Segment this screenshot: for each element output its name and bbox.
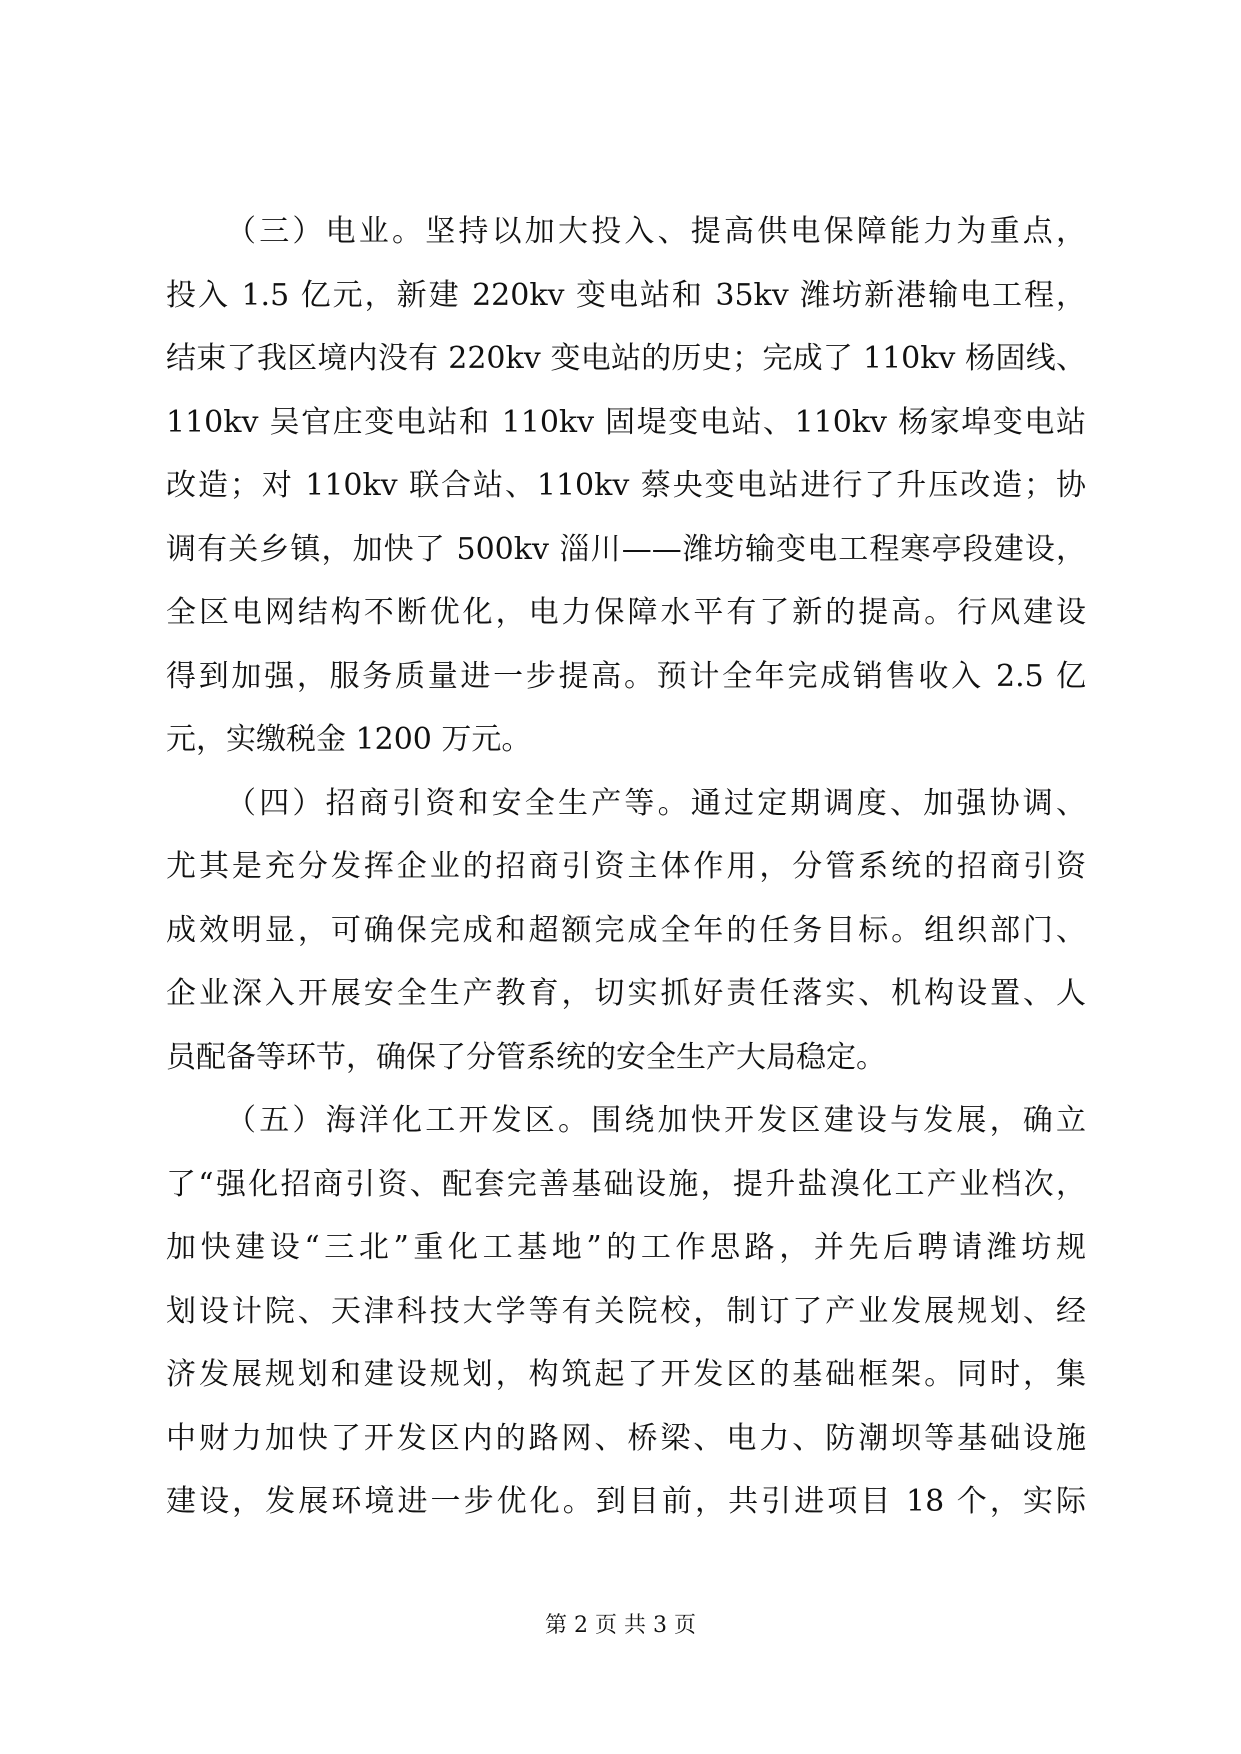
paragraph-line: （三）电业。坚持以加大投入、提高供电保障能力为重点， (226, 214, 1086, 249)
paragraph-line: 加快建设“三北”重化工基地”的工作思路，并先后聘请潍坊规 (166, 1230, 1086, 1265)
page-number-footer: 第 2 页 共 3 页 (545, 1613, 696, 1638)
paragraph-line: 划设计院、天津科技大学等有关院校，制订了产业发展规划、经 (166, 1293, 1086, 1329)
paragraph-line: 尤其是充分发挥企业的招商引资主体作用，分管系统的招商引资 (166, 849, 1086, 884)
paragraph-line: 调有关乡镇，加快了 500kv 淄川——潍坊输变电工程寒亭段建设， (166, 531, 1086, 567)
paragraph-line: 投入 1.5 亿元，新建 220kv 变电站和 35kv 潍坊新港输电工程， (166, 277, 1086, 313)
paragraph-line: 110kv 吴官庄变电站和 110kv 固堤变电站、110kv 杨家埠变电站 (166, 404, 1086, 440)
paragraph-line: 改造；对 110kv 联合站、110kv 蔡央变电站进行了升压改造；协 (166, 468, 1086, 503)
paragraph-line: （四）招商引资和安全生产等。通过定期调度、加强协调、 (226, 785, 1086, 821)
paragraph-investment-safety (166, 772, 1086, 1090)
paragraph-line: 元，实缴税金 1200 万元。 (166, 722, 532, 757)
paragraph-line: 了“强化招商引资、配套完善基础设施，提升盐溴化工产业档次， (166, 1166, 1086, 1202)
paragraph-line: 中财力加快了开发区内的路网、桥梁、电力、防潮坝等基础设施 (166, 1420, 1086, 1456)
paragraph-line: 得到加强，服务质量进一步提高。预计全年完成销售收入 2.5 亿 (166, 658, 1086, 694)
paragraph-line: （五）海洋化工开发区。围绕加快开发区建设与发展，确立 (226, 1103, 1086, 1138)
paragraph-line: 员配备等环节，确保了分管系统的安全生产大局稳定。 (166, 1039, 886, 1075)
paragraph-line: 全区电网结构不断优化，电力保障水平有了新的提高。行风建设 (166, 595, 1086, 630)
body-text (166, 200, 1086, 1534)
paragraph-line: 成效明显，可确保完成和超额完成全年的任务目标。组织部门、 (166, 912, 1086, 948)
paragraph-line: 企业深入开展安全生产教育，切实抓好责任落实、机构设置、人 (166, 976, 1086, 1011)
paragraph-line: 济发展规划和建设规划，构筑起了开发区的基础框架。同时，集 (166, 1357, 1086, 1392)
paragraph-marine-chemical-zone (166, 1089, 1086, 1534)
paragraph-line: 结束了我区境内没有 220kv 变电站的历史；完成了 110kv 杨固线、 (166, 341, 1086, 376)
paragraph-line: 建设，发展环境进一步优化。到目前，共引进项目 18 个，实际 (166, 1484, 1086, 1519)
paragraph-electricity (166, 200, 1086, 772)
